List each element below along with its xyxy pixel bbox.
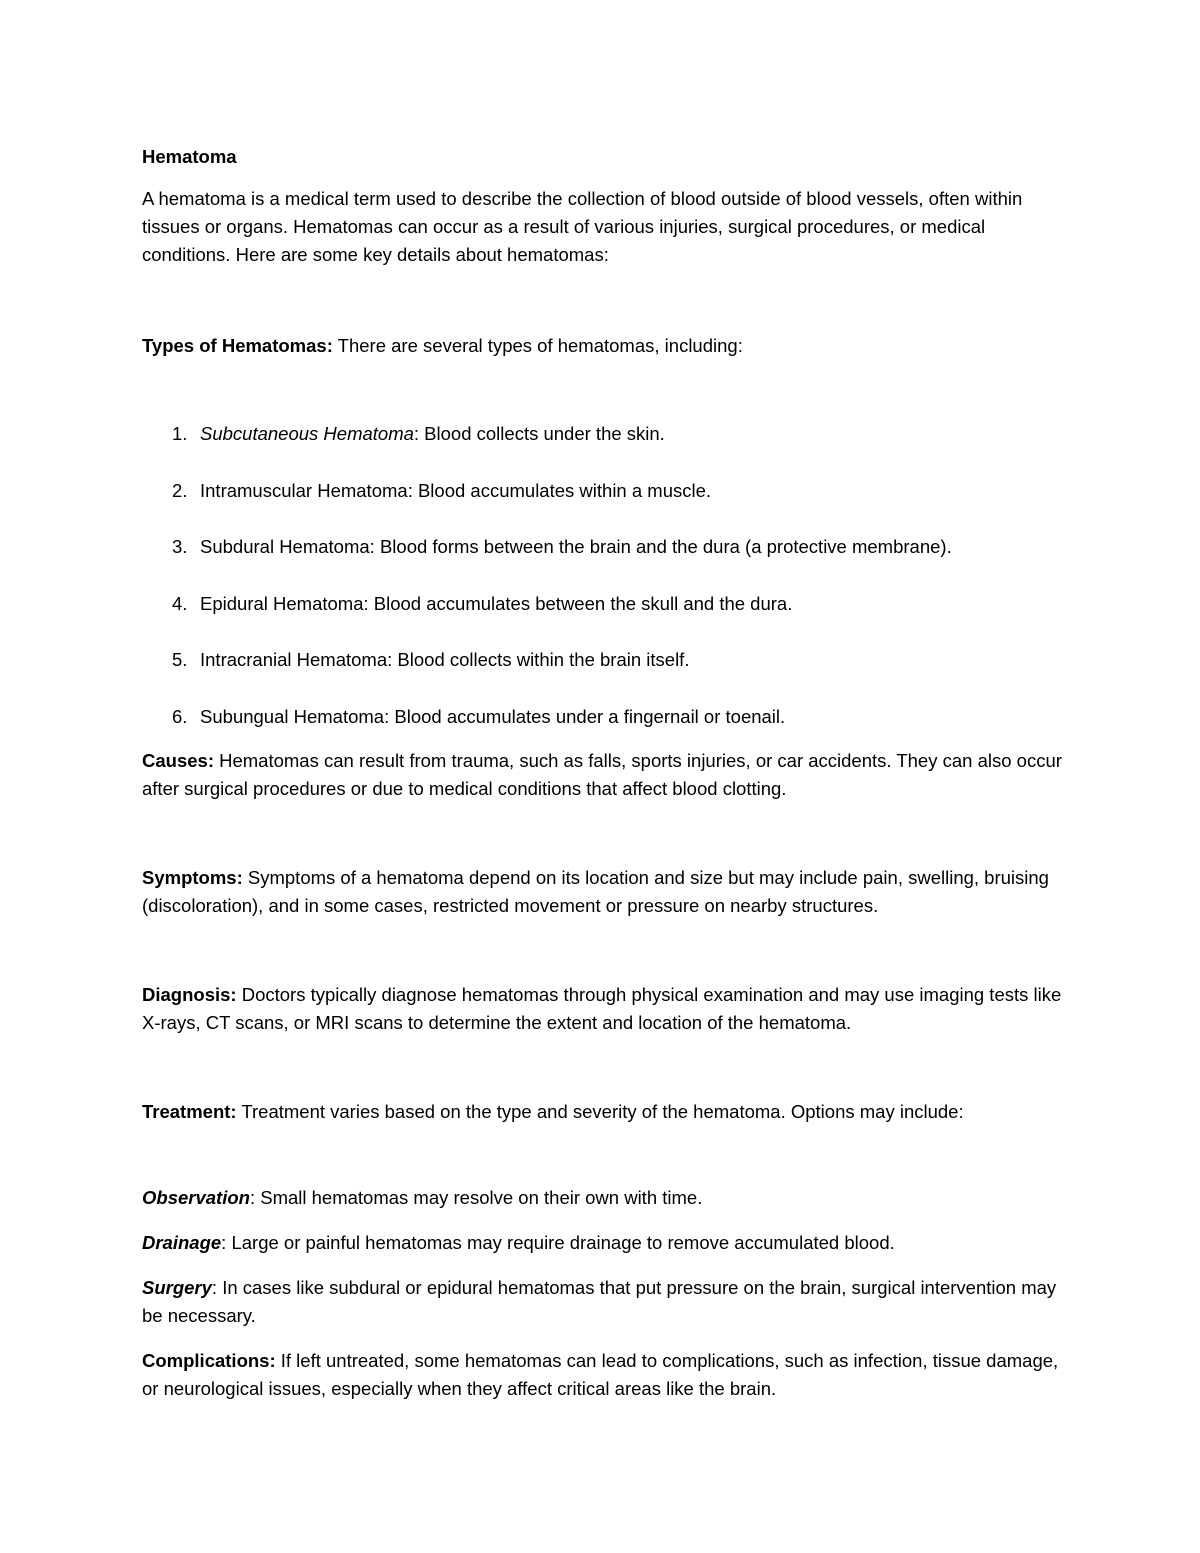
- list-number: 6.: [172, 706, 188, 727]
- causes-paragraph: [142, 747, 1062, 803]
- list-number: 3.: [172, 536, 188, 557]
- treatment-text: Treatment varies based on the type and severity of the hematoma. Options may include:: [236, 1101, 964, 1122]
- list-item: [142, 703, 1062, 731]
- list-item-desc: : Blood forms between the brain and the dura (a protective membrane).: [369, 536, 952, 557]
- symptoms-paragraph: [142, 864, 1062, 920]
- treatment-paragraph: [142, 1098, 1062, 1126]
- list-item-name: Subdural Hematoma: [200, 536, 370, 557]
- types-text: There are several types of hematomas, including:: [332, 335, 743, 356]
- diagnosis-text: Doctors typically diagnose hematomas through physical examination and may use imaging tests like X-rays, CT scans, or MRI scans to determine the extent and location of the hematoma.: [142, 984, 1062, 1033]
- symptoms-label: Symptoms:: [142, 867, 243, 888]
- complications-label: Complications:: [142, 1350, 276, 1371]
- list-item-desc: : Blood collects within the brain itself.: [387, 649, 690, 670]
- treatment-option: [142, 1274, 1062, 1330]
- list-item: [142, 590, 1062, 618]
- list-item-name: Subcutaneous Hematoma: [200, 423, 414, 444]
- option-text: : In cases like subdural or epidural hematomas that put pressure on the brain, surgical intervention may be necessary.: [142, 1277, 1057, 1326]
- list-item-desc: : Blood accumulates under a fingernail or toenail.: [384, 706, 786, 727]
- treatment-option: [142, 1229, 1062, 1257]
- list-item-name: Epidural Hematoma: [200, 593, 364, 614]
- option-text: : Small hematomas may resolve on their own with time.: [249, 1187, 703, 1208]
- option-text: : Large or painful hematomas may require drainage to remove accumulated blood.: [221, 1232, 895, 1253]
- types-label: Types of Hematomas:: [142, 335, 333, 356]
- types-paragraph: [142, 332, 1062, 360]
- list-number: 1.: [172, 423, 188, 444]
- option-label: Drainage: [142, 1232, 222, 1253]
- list-number: 2.: [172, 480, 188, 501]
- diagnosis-paragraph: [142, 981, 1062, 1037]
- document-title: Hematoma: [142, 146, 237, 167]
- complications-text: If left untreated, some hematomas can lead to complications, such as infection, tissue damage, or neurological issues, especially when they affect critical areas like the brain.: [142, 1350, 1059, 1399]
- list-item-name: Intramuscular Hematoma: [200, 480, 408, 501]
- list-item-name: Intracranial Hematoma: [200, 649, 388, 670]
- option-label: Surgery: [142, 1277, 212, 1298]
- causes-text: Hematomas can result from trauma, such as falls, sports injuries, or car accidents. They can also occur after surgical procedures or due to medical conditions that affect blood clotting.: [142, 750, 1062, 799]
- list-number: 4.: [172, 593, 188, 614]
- intro-paragraph: A hematoma is a medical term used to describe the collection of blood outside of blood vessels, often within tissues or organs. Hematomas can occur as a result of various injuries, surgical procedures, or medical conditions. Here are some key details about hematomas:: [142, 188, 1023, 265]
- list-item: [142, 420, 1062, 448]
- list-item-desc: : Blood accumulates between the skull and the dura.: [363, 593, 793, 614]
- list-item-desc: : Blood collects under the skin.: [413, 423, 665, 444]
- causes-label: Causes:: [142, 750, 214, 771]
- diagnosis-label: Diagnosis:: [142, 984, 237, 1005]
- list-number: 5.: [172, 649, 188, 670]
- list-item-desc: : Blood accumulates within a muscle.: [407, 480, 712, 501]
- list-item: [142, 477, 1062, 505]
- complications-paragraph: [142, 1347, 1062, 1403]
- treatment-label: Treatment:: [142, 1101, 237, 1122]
- treatment-option: [142, 1184, 1062, 1212]
- list-item-name: Subungual Hematoma: [200, 706, 385, 727]
- option-label: Observation: [142, 1187, 250, 1208]
- symptoms-text: Symptoms of a hematoma depend on its location and size but may include pain, swelling, bruising (discoloration), and in some cases, restricted movement or pressure on nearby structures.: [142, 867, 1049, 916]
- list-item: [142, 646, 1062, 674]
- list-item: [142, 533, 1062, 561]
